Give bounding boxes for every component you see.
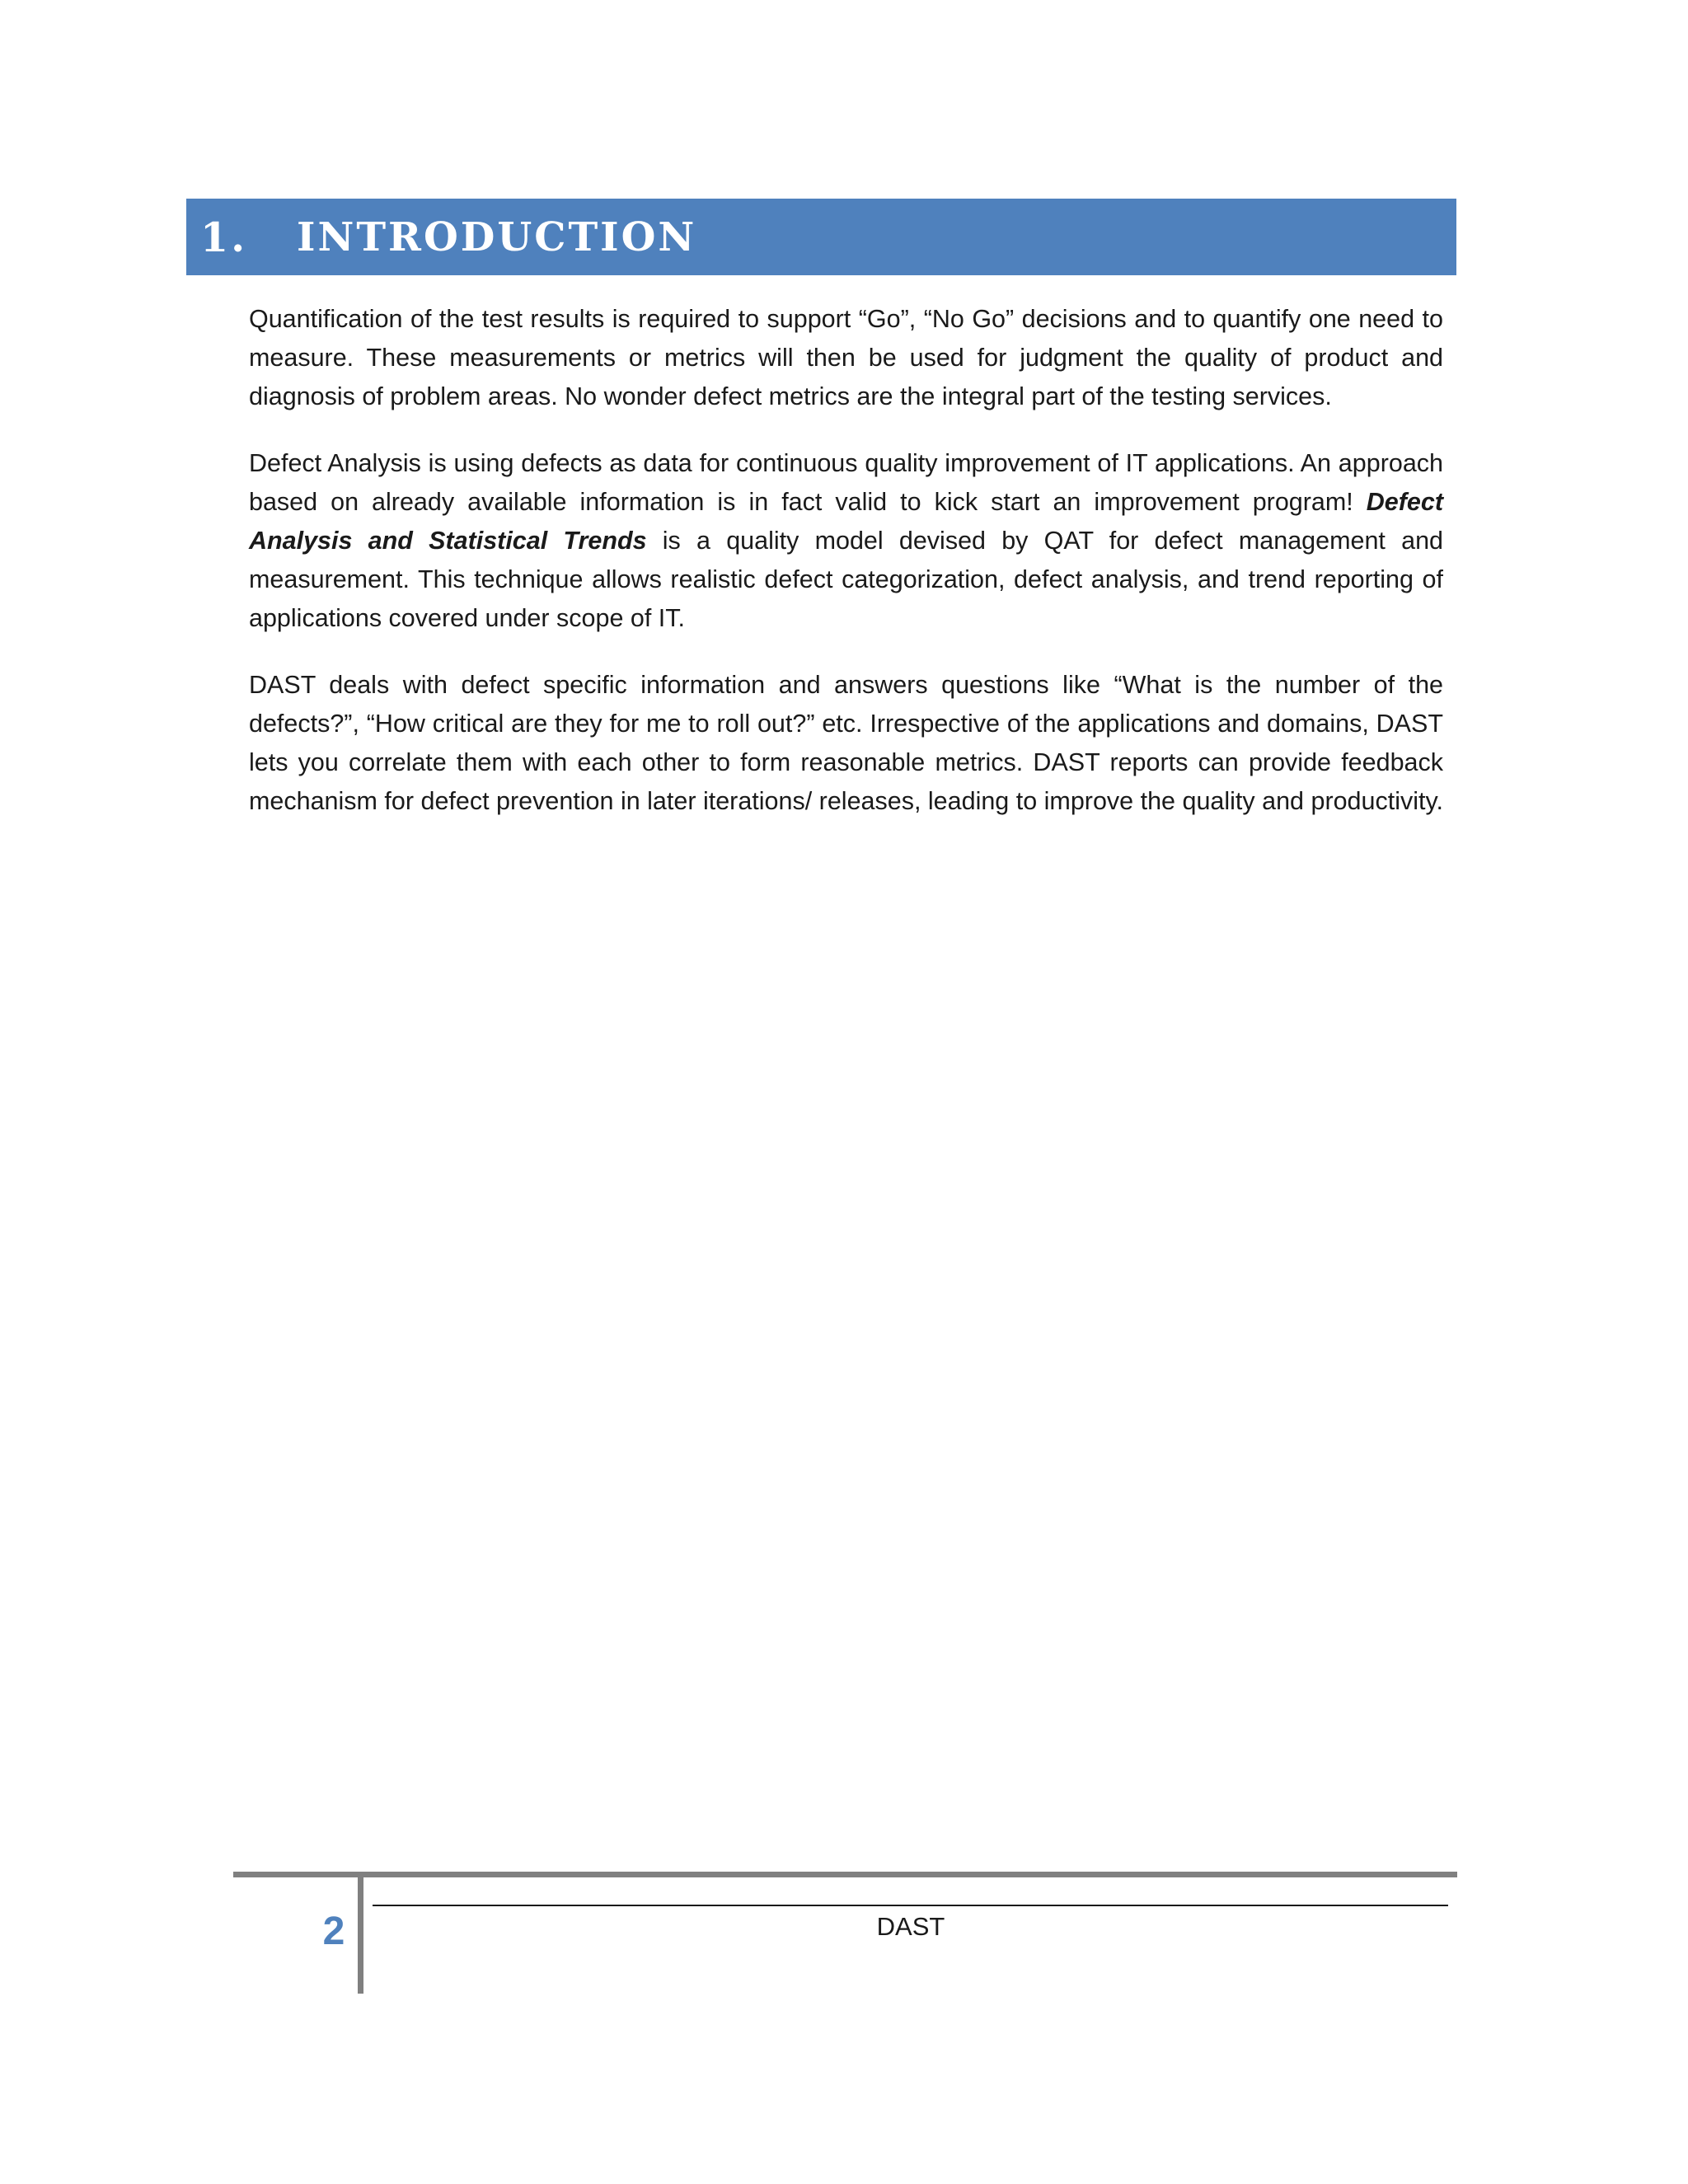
footer-rule — [233, 1872, 1457, 1877]
paragraph-2-start: Defect Analysis is using defects as data for continuous quality improvement of IT applications. An approach based on already available information is in fact valid to kick start an improvement program! — [249, 449, 1443, 516]
page-number: 2 — [322, 1910, 345, 1953]
section-number: 1. — [200, 213, 248, 261]
footer-title-rule — [373, 1905, 1448, 1906]
paragraph-1: Quantification of the test results is required to support “Go”, “No Go” decisions and to quantify one need to measure. These measurements or metrics will then be used for judgment the quality of product and diagnosis of problem areas. No wonder defect metrics are the integral part of the testing services. — [249, 305, 1443, 410]
paragraph-2 — [249, 444, 1443, 638]
footer-divider — [358, 1872, 363, 1994]
section-title: INTRODUCTION — [297, 213, 697, 260]
paragraph-2-end: is a quality model devised by QAT for defect management and measurement. This technique allows realistic defect categorization, defect analysis, and trend reporting of applications covered under scope of IT. — [249, 527, 1443, 632]
section-heading-bar — [186, 199, 1456, 275]
paragraph-2-emphasis: Defect Analysis and Statistical Trends — [249, 488, 1443, 555]
footer-title: DAST — [876, 1912, 945, 1941]
body-text — [249, 300, 1443, 849]
paragraph-3: DAST deals with defect specific information and answers questions like “What is the number of the defects?”, “How critical are they for me to roll out?” etc. Irrespective of the applications and domains, DAST lets you correlate them with each other to form reasonable metrics. DAST reports can provide feedback mechanism for defect prevention in later iterations/ releases, leading to improve the quality and productivity. — [249, 671, 1443, 815]
